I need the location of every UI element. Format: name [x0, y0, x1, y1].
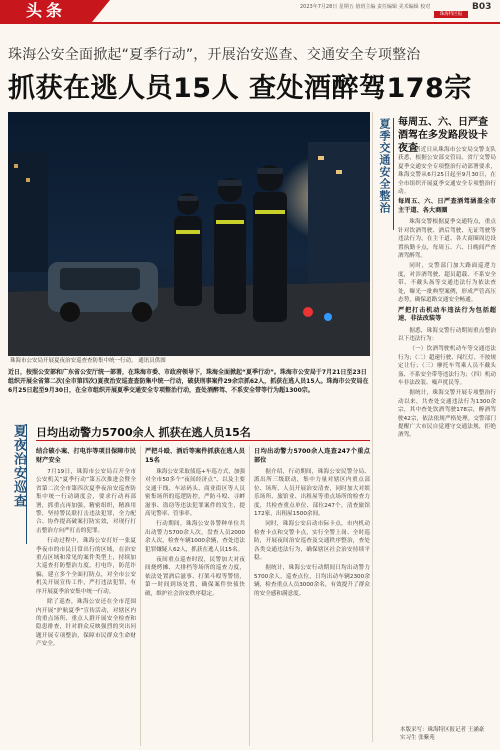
label-divider [393, 118, 394, 230]
column-3 [254, 446, 370, 746]
paragraph: 7月19日，珠海市公安局召开全市公安机关“夏季行动”第五次推进会暨全省第二次全市第四次夏季夜治安巡查防集中统一行动调度会，要求行动再部署，抓重点再加强，精密组织，精准用警，坚持警民联打击违法犯罪，全力配合、协作提高破案打防实效，对现行打击整治方向严打击的犯罪。 [36, 469, 136, 534]
section-label-left: 夏夜治安巡查 [11, 424, 26, 508]
paragraph: 据统计，珠海公安行动期间日均出动警力5700余人，巡查点位，日均出动车辆2300余辆，检查重点人员3000余名，有效提升了群众的安全感和满意度。 [254, 565, 370, 597]
column-subtitle: 结合破小案、打电诈等项目保障市民财产安全 [36, 448, 136, 464]
paragraph: （一）饮酒驾驶机动车等交通违法行为；（二）超速行驶、闯红灯、不按规定让行；（三）摩托车驾乘人员不戴头盔、不系安全带等违法行为；（四）机动车非法改装、噪声扰民等。 [398, 346, 496, 386]
lead-paragraph: 近日，按照公安部和广东省公安厅统一部署，在珠海市委、市政府领导下，珠海全面掀起“夏季行动”。珠海市公安局于7月21日至23日组织开展全省第二次(全市第四次)夏夜治安巡查查防集中统一行动，破获刑事案件29余宗抓62人，抓获在逃人员15人。珠海市公安局在6月25日起至9月30日，在全市组织开展夏季交通安全专项整治行动，查处酒醉驾、不系安全带等行为超1300宗。 [8, 369, 369, 394]
paragraph: 同时，交警部门加大路面巡逻力度，对涉酒驾驶、超员超载、不系安全带、不戴头盔等交通违法行为依法查处，曝光一批典型案例，形成严管高压态势，确保道路交通安全畅通。 [398, 263, 496, 304]
section-label-right: 夏季交通安全整治 [378, 118, 391, 214]
news-photo [8, 112, 370, 356]
column-subtitle: 日均出动警力5700余人连查247个重点部位 [254, 448, 370, 464]
police-checkpoint-photo [8, 112, 370, 356]
header-rule [0, 22, 500, 24]
paragraph: 除了巡查，珠海公安还在全市范围内开展“护航夏季”宣传活动，对辖区内的重点场所、重点人群开展安全检查和隐患排查，针对群众反映强烈的突出问题开展专项整治，保障市民群众生命财产安全。 [36, 599, 136, 648]
page-number: B03 [472, 2, 492, 12]
section-tab: 头条 [0, 0, 92, 22]
section-rule [36, 440, 370, 441]
paragraph: 据介绍，行动期间，珠海公安民警分局、派出所三级联动，集中力量对辖区内重点部位、场所、人员开展治安清查，同时加大对娱乐场所、旅馆业、出租屋等重点场所的检查力度，共检查重点单位、部位247个，清查旅馆172家，出租屋1500余间。 [254, 469, 370, 518]
paragraph: 记者近日从珠海市公安局交警支队获悉，根据公安部交管局、省厅交警局夏季交通安全专项整治行动部署要求，珠海交警从6月25日起至9月30日，在全市组织开展夏季交通安全专项整治行动。 [398, 147, 496, 196]
paragraph: 珠海交警根据夏季交通特点，重点针对饮酒驾驶、酒后驾驶、无证驾驶等违法行为，在主干道、各大商圈周边设置执勤卡点，每周五、六、日晚间严查酒驾醉驾。 [398, 219, 496, 260]
right-column [398, 146, 496, 731]
byline: 本版采写：珠海特区报记者 王涵豪 实习生 张紫苑 [400, 726, 496, 742]
paragraph: 行动过程中，珠海公安打好一张夏季夜市的市民日常出行的区域，在治安重点区域和常见的案件类型上，持续加大巡查打防整治力度，打电诈，防范诈骗，建立多个全面打防点，对全市公安机关开展宣传工作，严打违法犯罪，有序开展夏季治安集中统一行动。 [36, 538, 136, 595]
issue-meta: 2023年7月28日 星期五 值班主编 责任编辑 美术编辑 校对 [300, 4, 431, 10]
column-subtitle: 严把打击机动车违法行为包括超速、非法改装等 [398, 306, 496, 322]
paragraph: 据统计，珠海交警开展专项整治行动以来，共查处交通违法行为1300余宗，其中查处饮酒驾驶178宗，醉酒驾驶42宗，依法依规严格处理。交警部门提醒广大市民自觉遵守交通法规，拒绝酒驾。 [398, 390, 496, 439]
subheadline: 珠海公安全面掀起“夏季行动”，开展治安巡查、交通安全专项整治 [8, 47, 421, 63]
paragraph: 同时，珠海公安启动市际卡点，市内机动检查卡点和交警卡点，实行全警上岗、全时巡防，开展夜间治安巡查及交通秩序整治，查处各类交通违法行为，确保辖区社会治安持续平稳。 [254, 521, 370, 562]
label-divider [26, 424, 27, 544]
column-divider [140, 446, 141, 746]
paragraph: 行动期间，珠海公安各警种单位共出动警力5700余人次，盘查人员2000余人次，检查车辆1000余辆，查处违法犯罪嫌疑人62人，抓获在逃人员15名。 [145, 521, 245, 553]
column-2 [145, 446, 245, 746]
section-title: 日均出动警力5700余人 抓获在逃人员15名 [36, 426, 251, 439]
photo-caption: 珠海市公安局开展夏夜治安巡查查防集中统一行动。 通讯员供图 [10, 358, 166, 364]
paragraph: 据悉，珠海交警行动期间重点整治以下违法行为： [398, 327, 496, 342]
column-divider [249, 446, 250, 746]
right-column-divider [372, 112, 373, 742]
paragraph: 珠海公安采取侦巡+车巡方式，加强对全市50多个“夜间经济点”、以及主要交通干线、车站码头、商业街区等人员密集场所的巡逻防控，严防斗殴、寻衅滋事、盗窃等违法犯罪案件的发生，提高见警率、管事率。 [145, 469, 245, 518]
column-1 [36, 446, 136, 746]
headline: 抓获在逃人员15人 查处酒醉驾178宗 [8, 73, 472, 104]
column-subtitle: 每周五、六、日严查酒驾涵盖全市主干道、各大商圈 [398, 198, 496, 214]
right-headline: 每周五、六、日严查酒驾在多发路段设卡夜查 [398, 117, 488, 154]
column-subtitle: 严把斗殴、酒后等案件抓获在逃人员15名 [145, 448, 245, 464]
paper-badge: 珠海特区报 [434, 11, 468, 18]
paragraph: 夜间重点巡查时段，民警加大对夜间烧烤摊、大排档等场所的巡查力度，依法处置酒后滋事、打架斗殴等警情，第一时间到场处置，确保案件快侦快破，维护社会治安秩序稳定。 [145, 557, 245, 597]
